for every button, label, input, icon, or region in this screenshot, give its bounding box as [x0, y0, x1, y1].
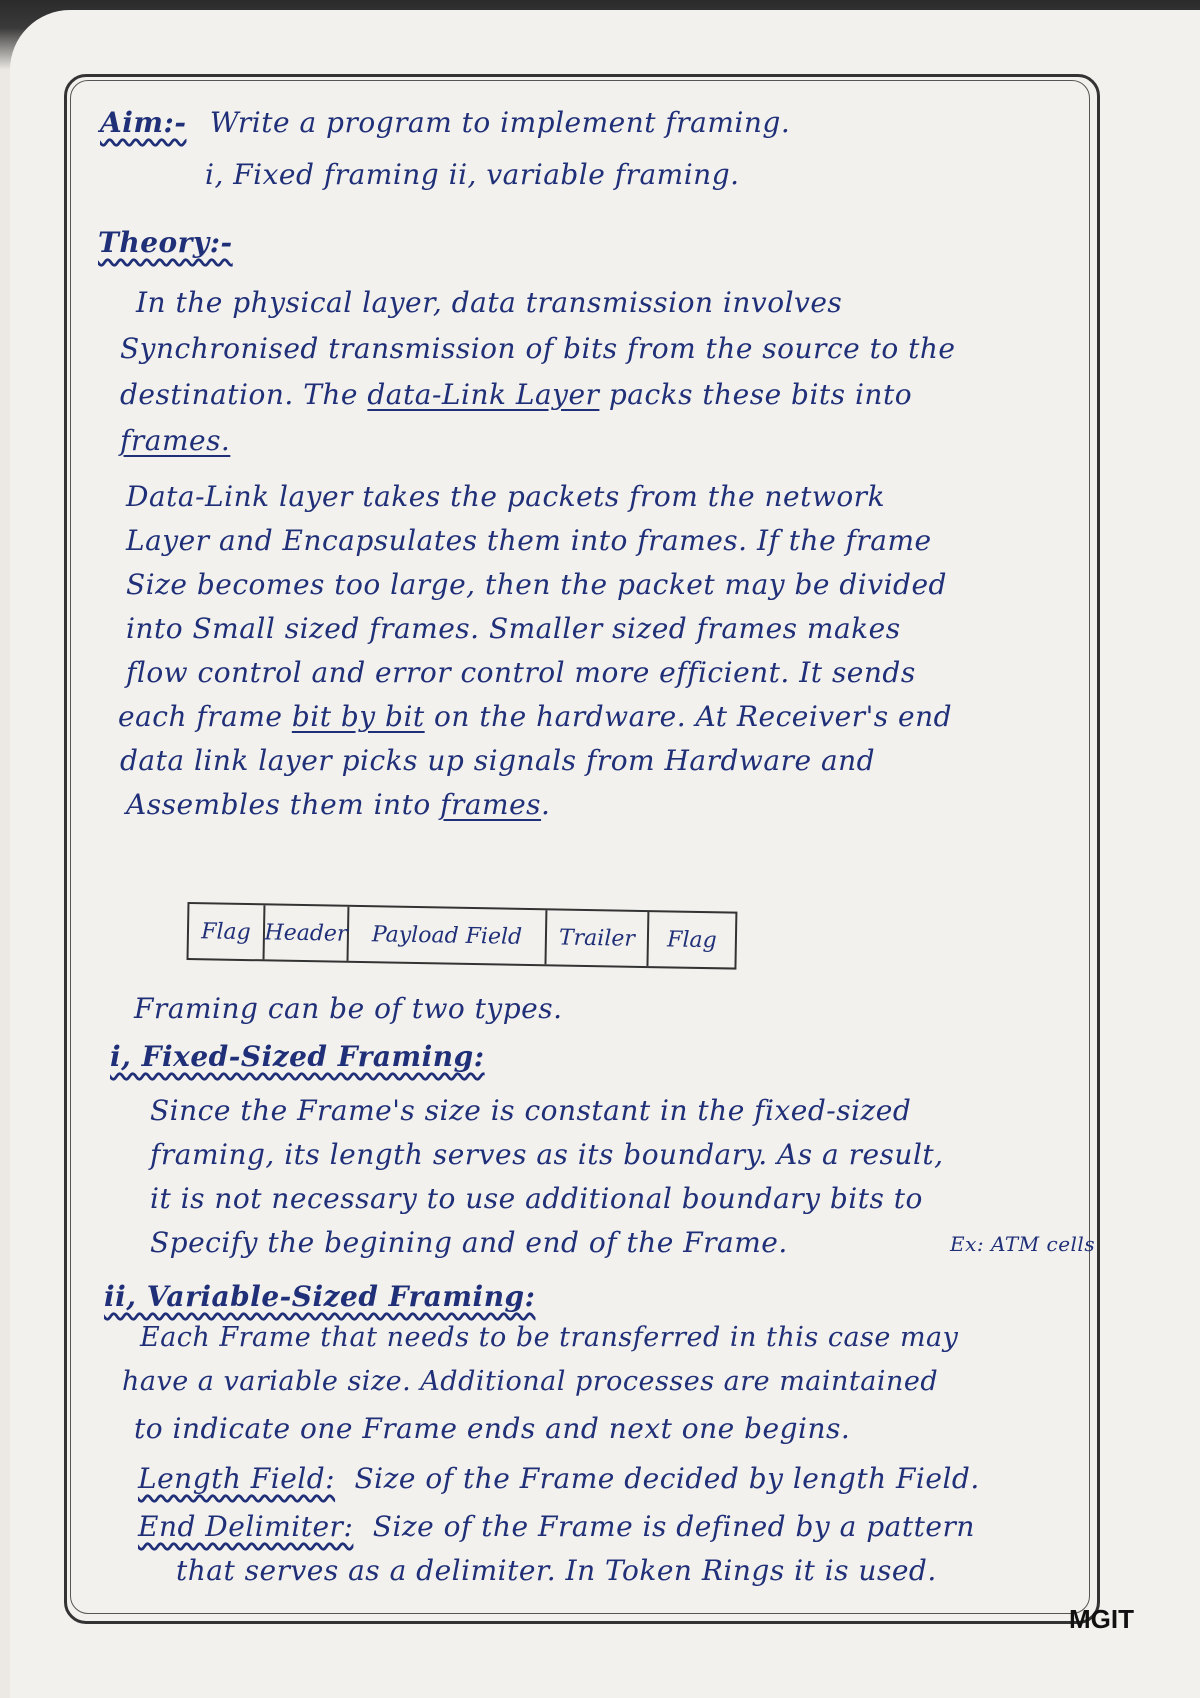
- end-delimiter-label: End Delimiter:: [138, 1510, 354, 1543]
- fixed-heading: i, Fixed-Sized Framing:: [110, 1040, 485, 1073]
- types-intro: Framing can be of two types.: [134, 992, 563, 1025]
- aim-title: Write a program to implement framing.: [209, 106, 791, 139]
- end-delimiter-line-2: that serves as a delimiter. In Token Rings it is used.: [176, 1554, 937, 1587]
- frames-term: frames: [440, 788, 542, 821]
- theory-p1-line-4: frames.: [120, 424, 231, 457]
- theory-p1-line-2: Synchronised transmission of bits from the source to the: [120, 332, 956, 365]
- diagram-cell-payload: Payload Field: [349, 907, 548, 964]
- aim-line: [100, 106, 790, 139]
- theory-p2-line-4: into Small sized frames. Smaller sized frames makes: [126, 612, 901, 645]
- frame-format-diagram: [186, 902, 737, 970]
- fixed-line-3: it is not necessary to use additional boundary bits to: [150, 1182, 923, 1215]
- theory-p2-line-6: each frame bit by bit on the hardware. At Receiver's end: [118, 700, 953, 733]
- theory-label: Theory:-: [98, 226, 233, 259]
- theory-p2-line-7: data link layer picks up signals from Hardware and: [120, 744, 876, 777]
- footer-brand: MGIT: [1069, 1604, 1134, 1634]
- variable-line-1: Each Frame that needs to be transferred in this case may: [140, 1322, 959, 1353]
- fixed-line-2: framing, its length serves as its boundary. As a result,: [150, 1138, 944, 1171]
- diagram-cell-header: Header: [265, 905, 350, 960]
- data-link-layer-term: data-Link Layer: [367, 378, 600, 411]
- theory-p2-line-5: flow control and error control more efficient. It sends: [126, 656, 916, 689]
- end-delimiter-line: [138, 1510, 975, 1543]
- diagram-cell-trailer: Trailer: [546, 910, 649, 966]
- length-field-text: Size of the Frame decided by length Field.: [354, 1462, 980, 1495]
- theory-p2-line-1: Data-Link layer takes the packets from the network: [126, 480, 886, 513]
- diagram-cell-flag-start: Flag: [189, 904, 266, 959]
- aim-label: Aim:-: [100, 106, 187, 139]
- fixed-line-4: Specify the begining and end of the Frame.: [150, 1226, 788, 1259]
- variable-heading: ii, Variable-Sized Framing:: [104, 1280, 536, 1313]
- theory-p1-line-1: In the physical layer, data transmission involves: [136, 286, 843, 319]
- aim-types: i, Fixed framing ii, variable framing.: [205, 158, 740, 191]
- diagram-cell-flag-end: Flag: [666, 926, 717, 953]
- length-field-line: [138, 1462, 980, 1495]
- theory-p2-line-3: Size becomes too large, then the packet may be divided: [126, 568, 947, 601]
- bit-by-bit-term: bit by bit: [291, 700, 425, 733]
- theory-p1-line-3: destination. The data-Link Layer packs these bits into: [120, 378, 913, 411]
- fixed-line-1: Since the Frame's size is constant in the fixed-sized: [150, 1094, 912, 1127]
- end-delimiter-text: Size of the Frame is defined by a pattern: [372, 1510, 975, 1543]
- theory-p2-line-2: Layer and Encapsulates them into frames. If the frame: [126, 524, 932, 557]
- length-field-label: Length Field:: [138, 1462, 336, 1495]
- variable-line-2: have a variable size. Additional processes are maintained: [122, 1366, 939, 1397]
- fixed-example: Ex: ATM cells: [950, 1232, 1096, 1256]
- variable-line-3: to indicate one Frame ends and next one begins.: [134, 1412, 851, 1445]
- theory-p2-line-8: Assembles them into frames.: [126, 788, 551, 821]
